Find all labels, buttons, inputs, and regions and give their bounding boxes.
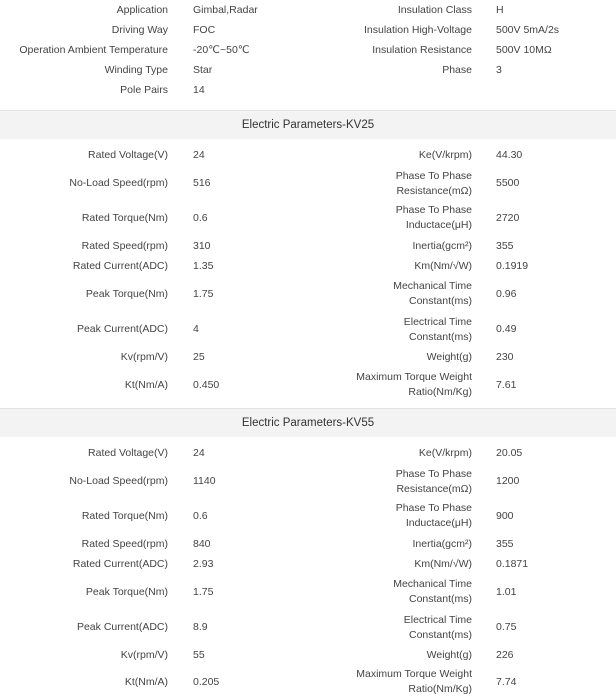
spec-value: 355 — [496, 239, 514, 252]
spec-label: No-Load Speed(rpm) — [69, 177, 168, 189]
section-rows-kv25 — [0, 139, 616, 408]
spacer — [0, 100, 616, 110]
spec-label: Mechanical Time Constant(ms) — [393, 280, 472, 307]
spec-label: Ke(V/krpm) — [418, 148, 472, 161]
spec-value: 900 — [496, 509, 514, 522]
spec-row — [0, 143, 616, 167]
spec-label: Rated Voltage(V) — [88, 446, 168, 459]
spec-row — [0, 574, 616, 610]
spec-label: Peak Torque(Nm) — [85, 585, 168, 598]
spec-row — [0, 200, 616, 236]
spec-value: 1140 — [193, 475, 216, 487]
spec-value: 0.49 — [496, 323, 517, 335]
spec-label: Kv(rpm/V) — [120, 350, 168, 363]
spec-value: 0.1919 — [496, 259, 529, 272]
spec-label: Application — [116, 3, 168, 16]
spec-label: Phase — [442, 63, 472, 76]
spec-label: Rated Voltage(V) — [88, 148, 168, 161]
spec-row — [0, 60, 616, 80]
spec-row — [0, 665, 616, 699]
spec-value: 516 — [193, 177, 211, 189]
spec-label: Electrical Time Constant(ms) — [403, 613, 472, 641]
spec-value: 226 — [496, 648, 514, 661]
spec-label: Rated Torque(Nm) — [81, 509, 168, 522]
spec-label: Mechanical Time Constant(ms) — [393, 578, 472, 605]
spec-value: 7.74 — [496, 675, 517, 688]
section-title: Electric Parameters-KV25 — [241, 119, 375, 131]
spec-label: Inertia(gcm²) — [412, 537, 472, 550]
spec-row — [0, 80, 616, 100]
spec-value: 44.30 — [496, 148, 523, 161]
section-title: Electric Parameters-KV55 — [241, 417, 375, 429]
spec-label: Inertia(gcm²) — [412, 239, 472, 252]
spec-label: Operation Ambient Temperature — [19, 43, 168, 56]
spec-label: Rated Current(ADC) — [72, 259, 168, 272]
spec-value: 0.450 — [193, 378, 220, 391]
spec-value: 14 — [193, 83, 205, 96]
spec-value: 24 — [193, 148, 205, 161]
spec-label: Kv(rpm/V) — [120, 648, 168, 661]
spec-value: 310 — [193, 239, 211, 252]
spec-row — [0, 554, 616, 574]
section-header-kv25 — [0, 110, 616, 139]
spec-row — [0, 0, 616, 20]
spec-value: 0.96 — [496, 287, 517, 300]
spec-value: 0.75 — [496, 621, 517, 633]
spec-value: 500V 5mA/2s — [496, 23, 560, 36]
spec-row — [0, 610, 616, 645]
spec-row — [0, 645, 616, 665]
spec-value: 4 — [193, 323, 199, 335]
spec-row — [0, 367, 616, 403]
spec-value: 1.01 — [496, 585, 517, 598]
spec-label: Kt(Nm/A) — [124, 378, 168, 391]
spec-label: Rated Speed(rpm) — [81, 537, 168, 550]
spec-row — [0, 276, 616, 312]
spec-row — [0, 40, 616, 60]
spec-label: Rated Speed(rpm) — [81, 239, 168, 252]
spec-value: 8.9 — [193, 621, 208, 633]
spec-label: Pole Pairs — [120, 83, 168, 96]
spec-label: Electrical Time Constant(ms) — [403, 315, 472, 343]
spec-label: Phase To Phase Resistance(mΩ) — [395, 467, 472, 495]
spec-value: 840 — [193, 537, 211, 550]
spec-row — [0, 312, 616, 347]
spec-value: H — [496, 3, 504, 16]
spec-value: 1.75 — [193, 287, 214, 300]
spec-value: 2.93 — [193, 557, 214, 570]
spec-value: 1.75 — [193, 585, 214, 598]
spec-label: Kt(Nm/A) — [124, 675, 168, 688]
spec-value: Star — [193, 63, 213, 76]
spec-label: Insulation Class — [397, 3, 472, 16]
spec-value: 24 — [193, 446, 205, 459]
spec-value: 0.6 — [193, 509, 208, 522]
spec-label: Rated Current(ADC) — [72, 557, 168, 570]
spec-value: 25 — [193, 350, 205, 363]
spec-label: Phase To Phase Inductace(μH) — [395, 502, 472, 529]
spec-label: No-Load Speed(rpm) — [69, 475, 168, 487]
spec-label: Km(Nm/√W) — [414, 259, 472, 272]
spec-value: Gimbal,Radar — [193, 3, 258, 16]
spec-value: 230 — [496, 350, 514, 363]
spec-value: 7.61 — [496, 378, 517, 391]
spec-label: Driving Way — [111, 23, 168, 36]
spec-value: 20.05 — [496, 446, 523, 459]
spec-value: 500V 10MΩ — [496, 43, 552, 56]
spec-label: Ke(V/krpm) — [418, 446, 472, 459]
spec-label: Weight(g) — [426, 350, 472, 363]
spec-label: Maximum Torque Weight Ratio(Nm/Kg) — [356, 668, 472, 695]
spec-label: Weight(g) — [426, 648, 472, 661]
spec-label: Phase To Phase Resistance(mΩ) — [395, 169, 472, 197]
spec-value: 0.205 — [193, 675, 220, 688]
spec-label: Insulation High-Voltage — [364, 23, 472, 36]
spec-label: Km(Nm/√W) — [414, 557, 472, 570]
spec-value: 5500 — [496, 177, 520, 189]
general-specs — [0, 0, 616, 110]
spec-row — [0, 465, 616, 498]
spec-row — [0, 498, 616, 534]
spec-value: 2720 — [496, 211, 520, 224]
section-rows-kv55 — [0, 437, 616, 699]
spec-label: Peak Torque(Nm) — [85, 287, 168, 300]
spec-value: 355 — [496, 537, 514, 550]
spec-value: -20℃~50℃ — [193, 43, 250, 56]
spec-label: Insulation Resistance — [372, 43, 472, 56]
spec-label: Phase To Phase Inductace(μH) — [395, 204, 472, 231]
spec-value: 0.6 — [193, 211, 208, 224]
spec-label: Maximum Torque Weight Ratio(Nm/Kg) — [356, 371, 472, 398]
spec-value: 1.35 — [193, 259, 214, 272]
spec-row — [0, 167, 616, 200]
spec-value: 55 — [193, 648, 205, 661]
spec-value: FOC — [193, 23, 216, 36]
spec-row — [0, 20, 616, 40]
spec-row — [0, 347, 616, 367]
spec-label: Peak Current(ADC) — [76, 323, 168, 335]
spec-row — [0, 534, 616, 554]
spec-row — [0, 236, 616, 256]
spec-label: Peak Current(ADC) — [76, 621, 168, 633]
spec-row — [0, 256, 616, 276]
spec-value: 3 — [496, 63, 502, 76]
spec-value: 0.1871 — [496, 557, 529, 570]
spec-value: 1200 — [496, 475, 520, 487]
spec-label: Rated Torque(Nm) — [81, 211, 168, 224]
spec-label: Winding Type — [104, 63, 168, 76]
spec-row — [0, 441, 616, 465]
section-header-kv55 — [0, 408, 616, 437]
